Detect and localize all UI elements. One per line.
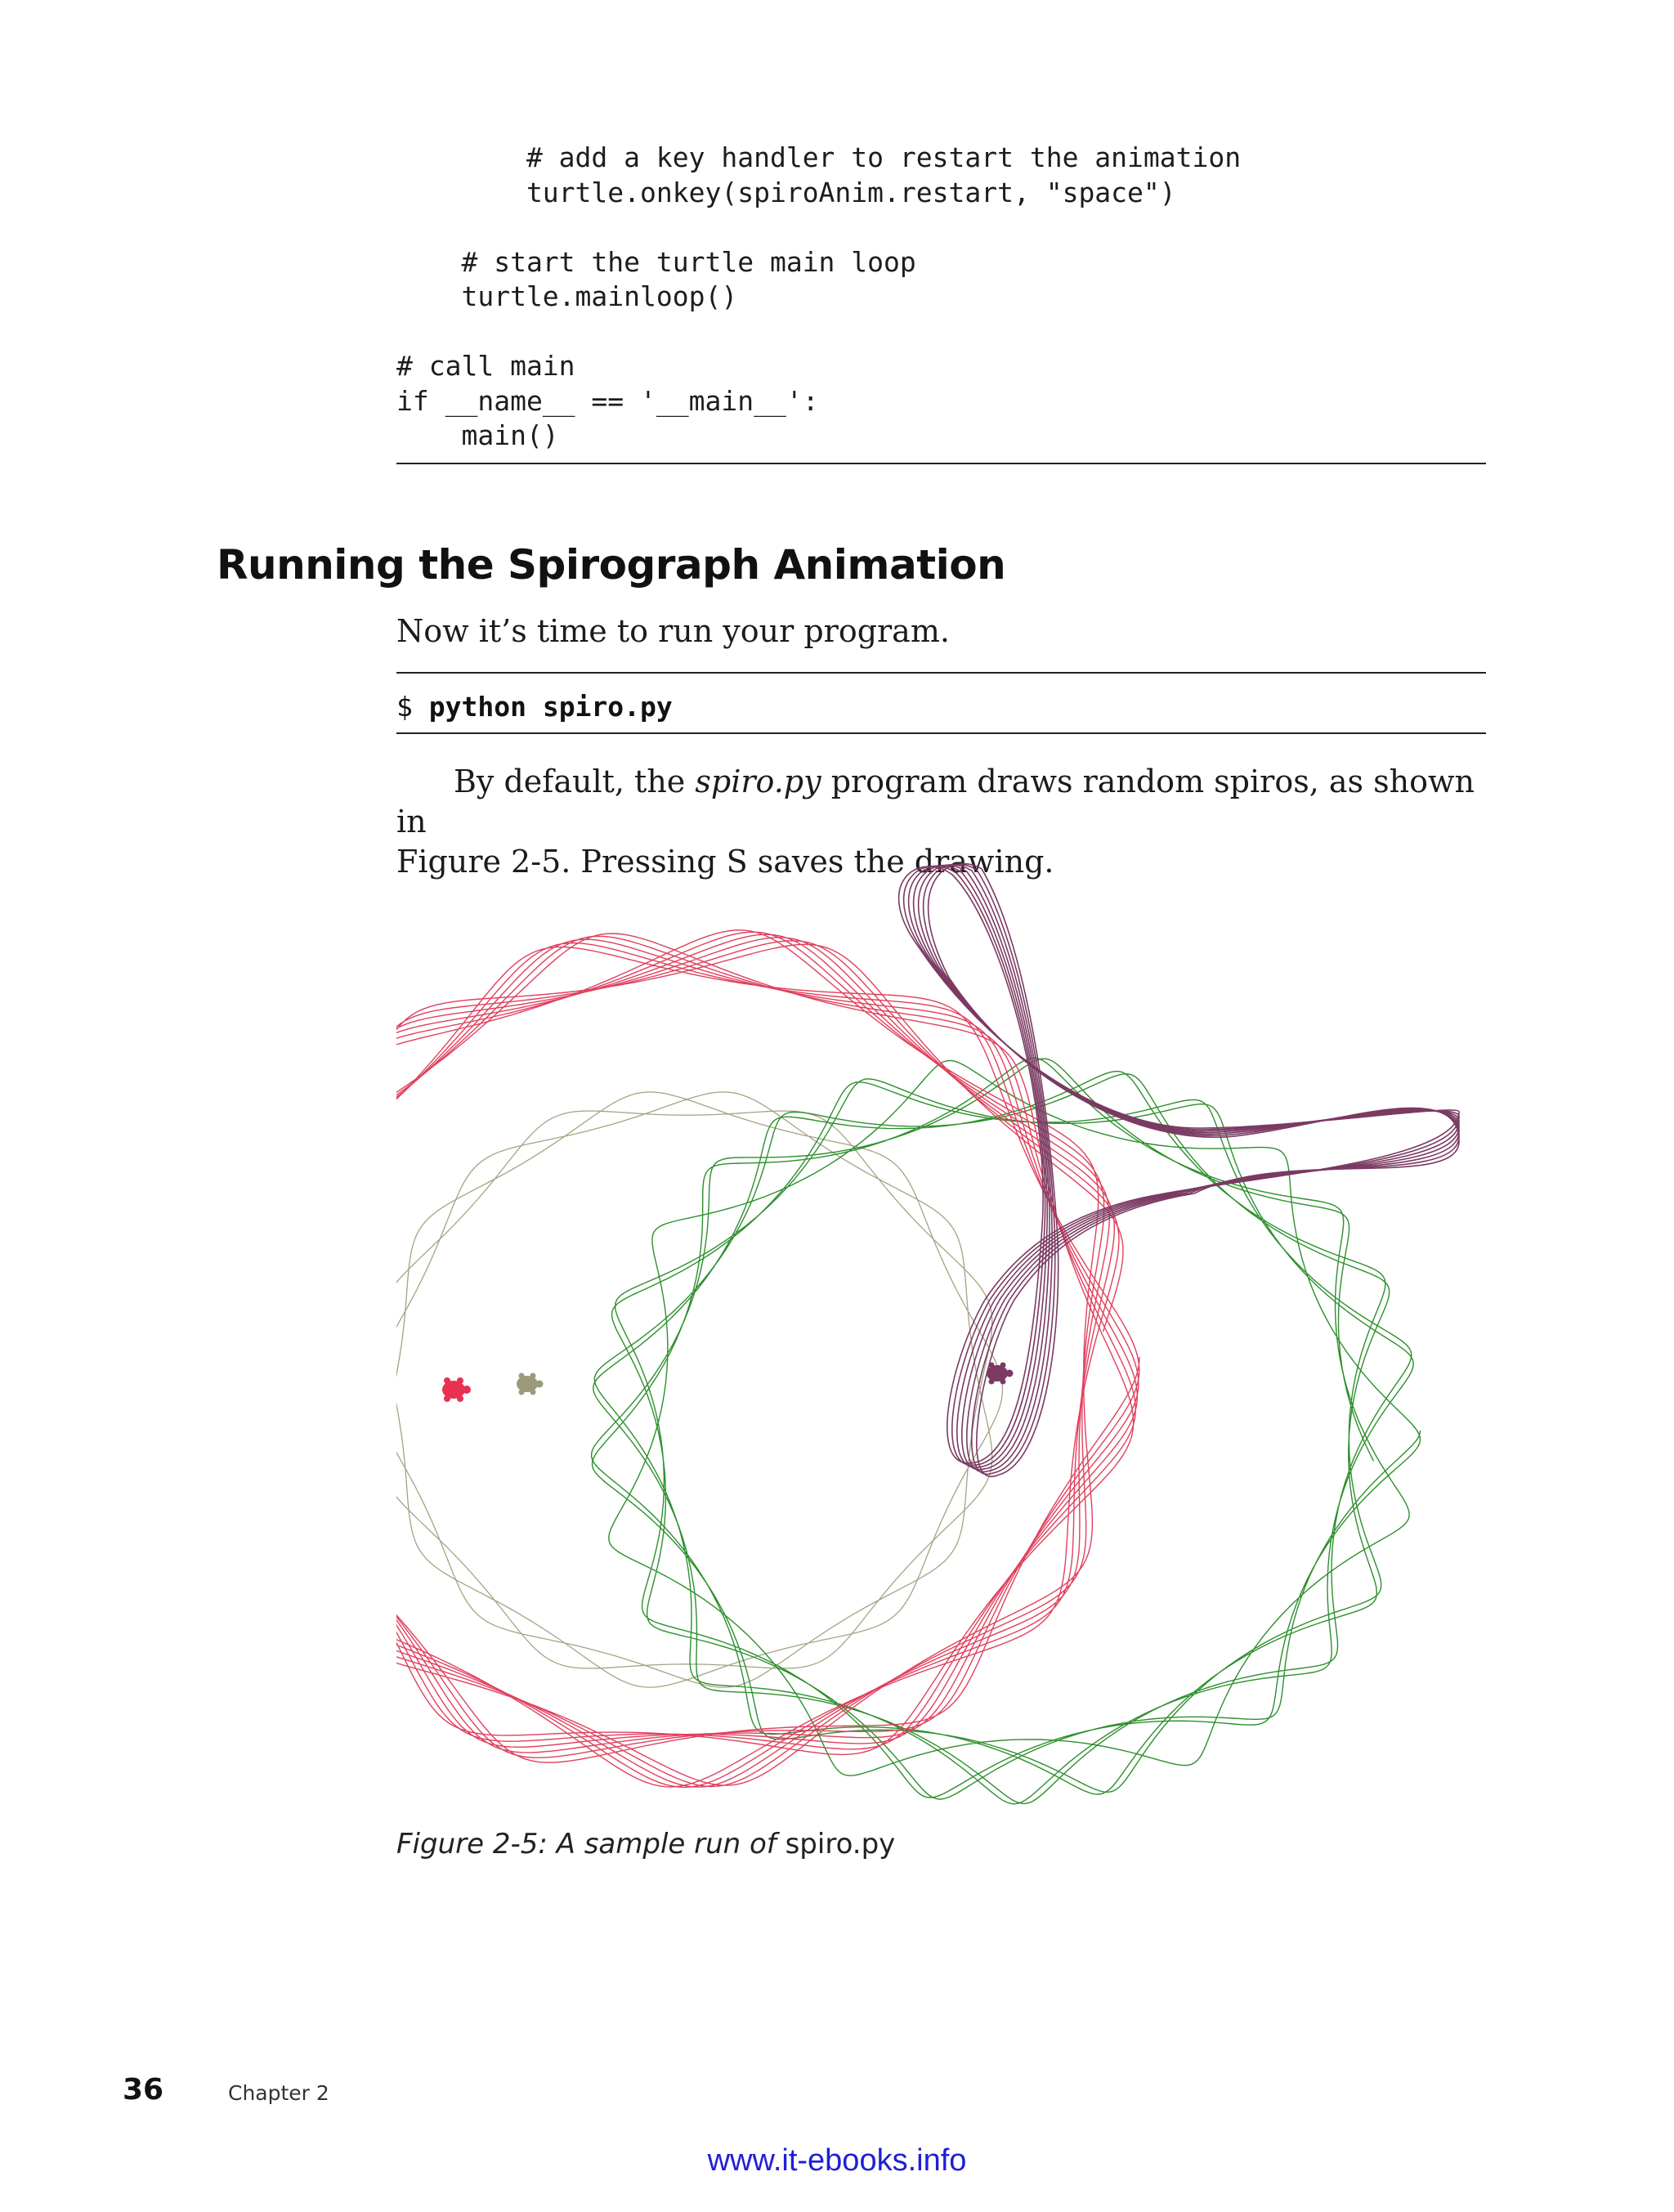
khaki-spiro-curve	[396, 1092, 1003, 1687]
code-line: # call main	[396, 350, 575, 382]
command-prompt: $	[396, 691, 429, 723]
spirograph-figure	[396, 858, 1492, 1807]
paragraph-text: Figure 2-5. Pressing S saves the drawing.	[396, 844, 1054, 880]
green-spiro	[592, 1058, 1421, 1804]
khaki-spiro	[396, 1092, 1003, 1687]
code-end-rule	[396, 463, 1486, 464]
section-heading: Running the Spirograph Animation	[217, 541, 1006, 589]
file-name: spiro.py	[695, 763, 821, 799]
code-line: turtle.mainloop()	[396, 280, 738, 312]
code-line: turtle.onkey(spiroAnim.restart, "space")	[396, 176, 1176, 208]
paragraph-text: program draws random spiros, as shown in	[396, 763, 1475, 840]
caption-label: Figure 2-5: A sample run of	[396, 1828, 786, 1860]
page-number: 36	[123, 2073, 164, 2107]
command-bottom-rule	[396, 732, 1486, 734]
turtle-purple-icon	[987, 1363, 1014, 1385]
command-top-rule	[396, 672, 1486, 674]
figure-caption	[396, 1828, 895, 1860]
paragraph-text: By default, the	[454, 763, 696, 799]
caption-file: spiro.py	[785, 1828, 896, 1860]
code-line: if __name__ == '__main__':	[396, 384, 819, 417]
purple-spiro	[899, 864, 1459, 1477]
code-line: # add a key handler to restart the animation	[396, 141, 1242, 173]
code-line	[396, 315, 1241, 350]
chapter-label: Chapter 2	[228, 2081, 329, 2105]
watermark-link[interactable]: www.it-ebooks.info	[707, 2143, 967, 2178]
command-text: python spiro.py	[428, 691, 673, 723]
green-spiro-curve	[592, 1058, 1421, 1804]
code-listing	[396, 141, 1241, 454]
turtle-red-icon	[442, 1377, 471, 1402]
code-line	[396, 210, 1241, 245]
command-line	[396, 690, 673, 724]
code-line: main()	[396, 419, 559, 451]
turtle-khaki-icon	[517, 1373, 544, 1395]
code-line: # start the turtle main loop	[396, 245, 916, 278]
intro-text: Now it’s time to run your program.	[396, 613, 950, 649]
